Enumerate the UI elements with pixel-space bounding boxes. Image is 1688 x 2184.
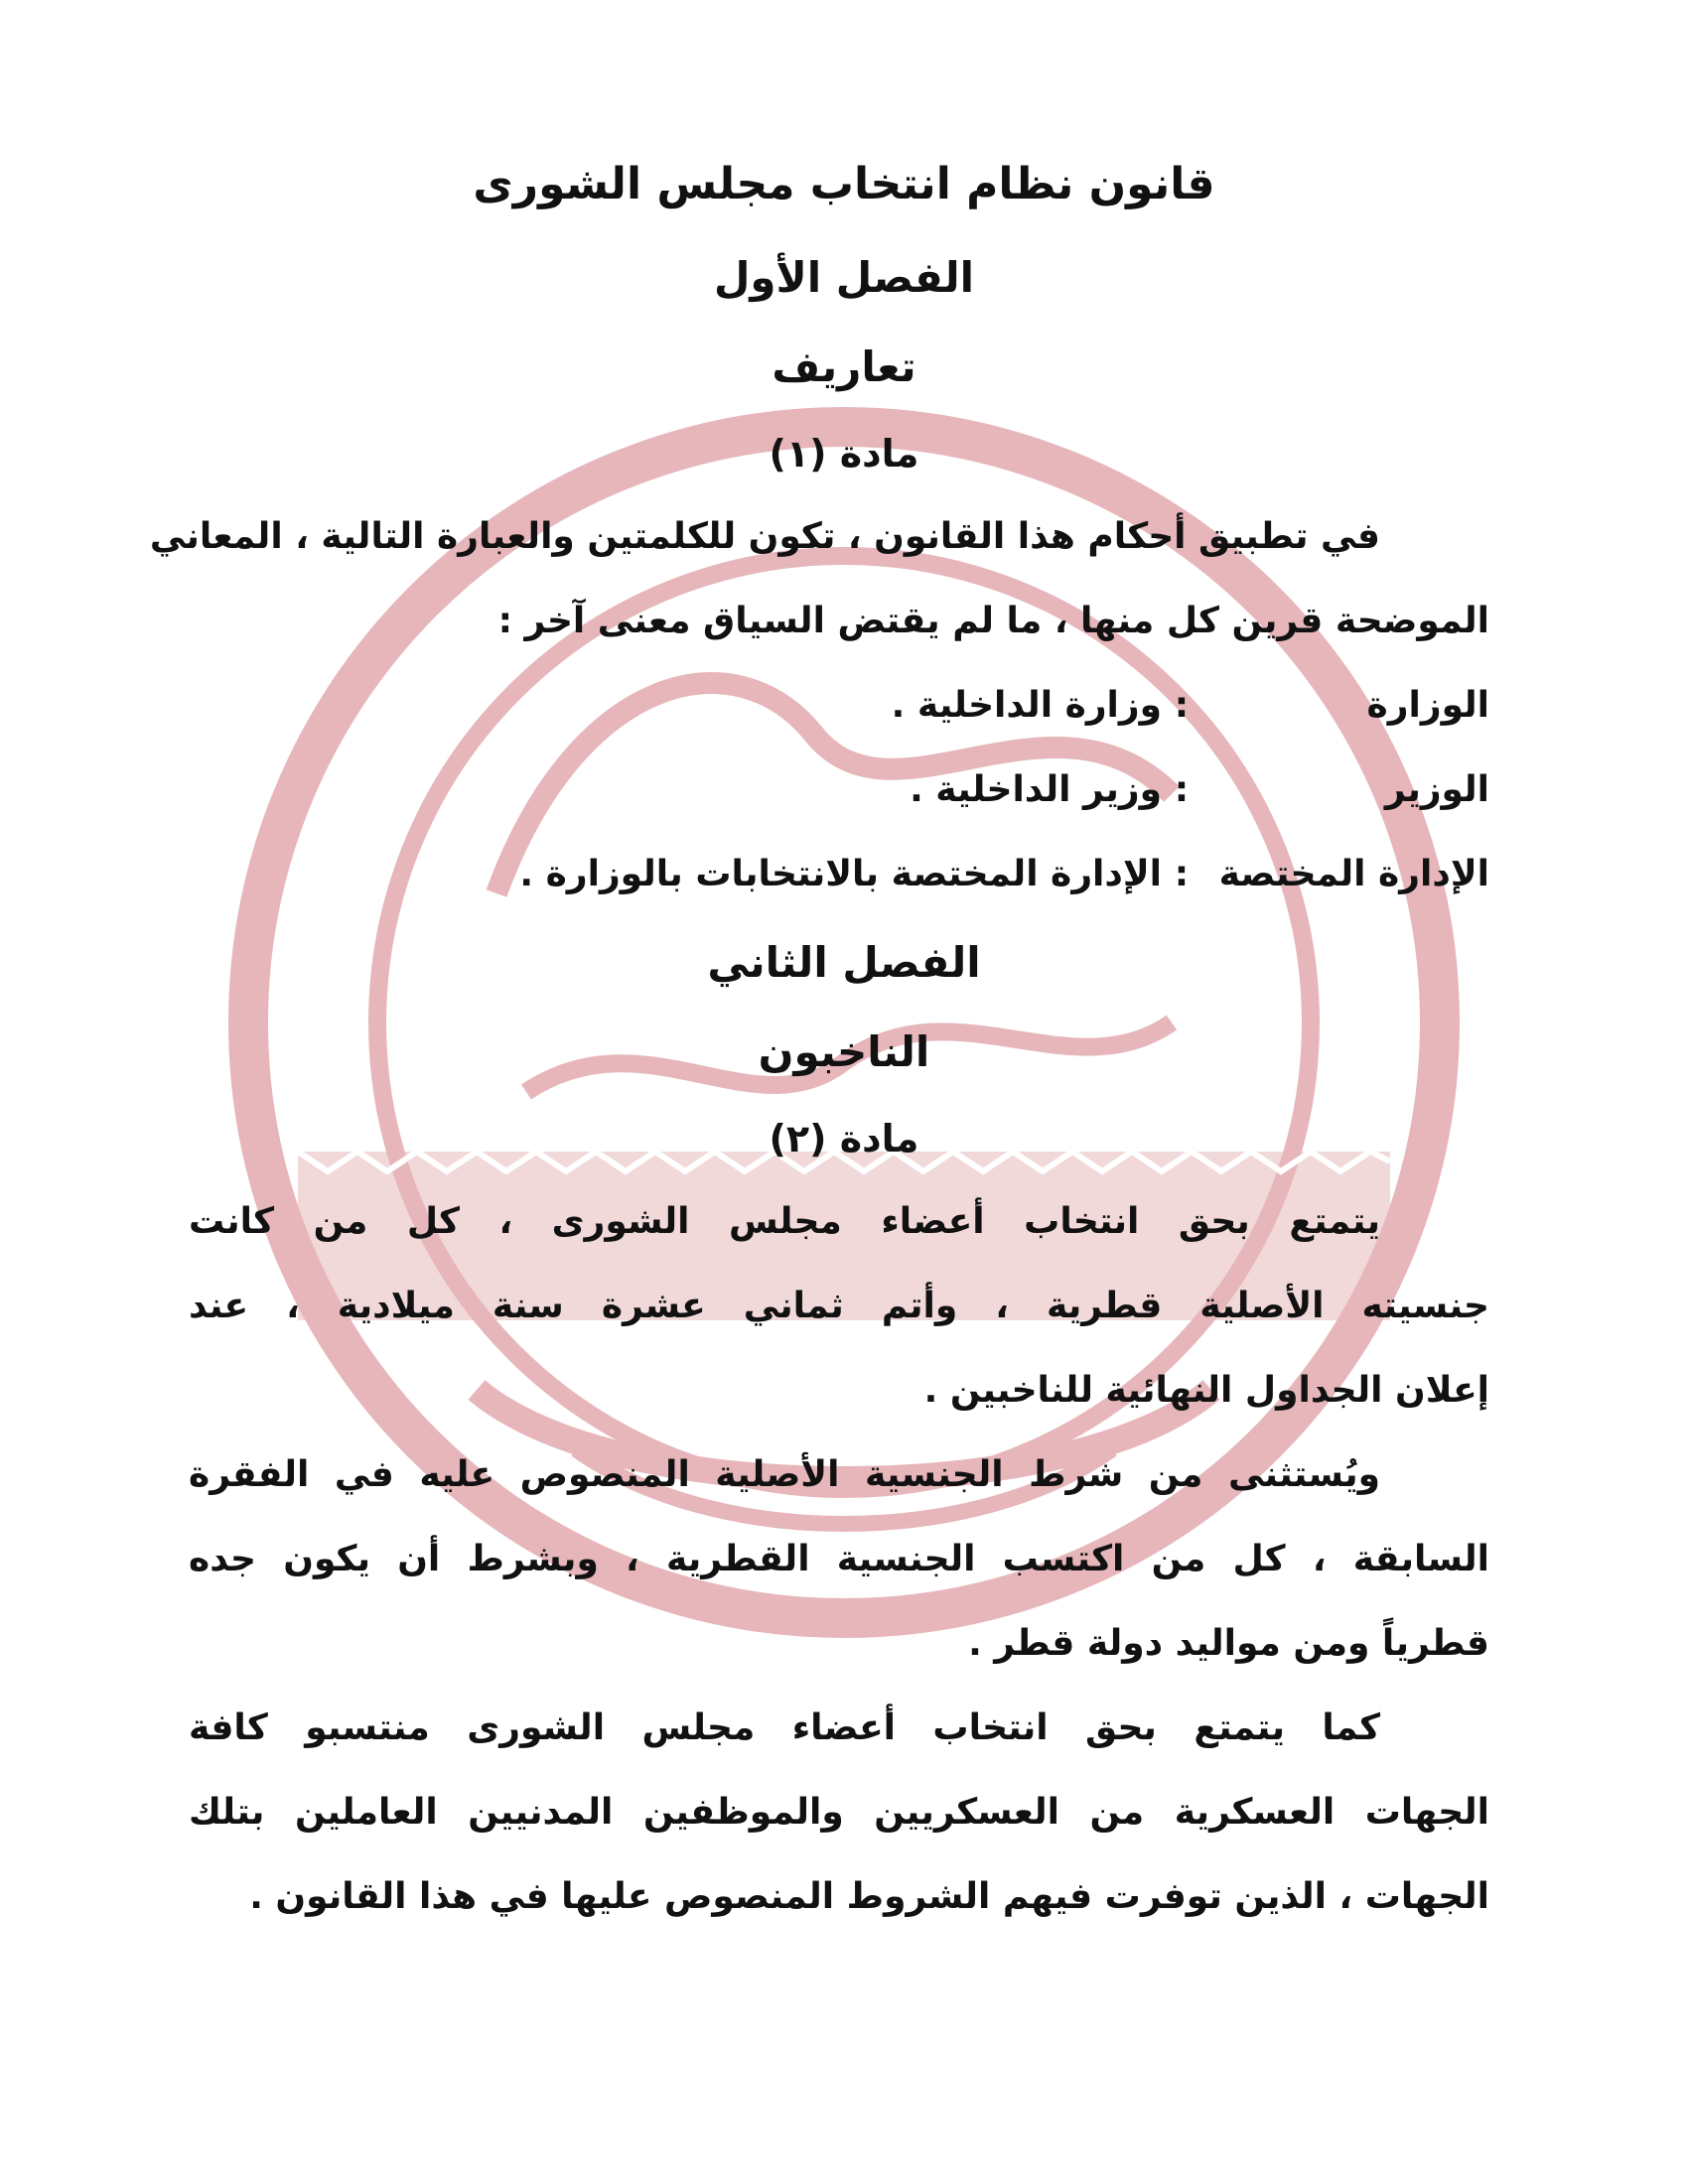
article-1-paragraph-line: في تطبيق أحكام هذا القانون ، تكون للكلمتين والعبارة التالية ، المعاني xyxy=(149,516,1380,557)
article-2-paragraph-line: الجهات العسكرية من العسكريين والموظفين المدنيين العاملين بتلك xyxy=(189,1792,1489,1833)
article-2-paragraph-line: كما يتمتع بحق انتخاب أعضاء مجلس الشورى منتسبو كافة xyxy=(189,1707,1380,1748)
article-1-paragraph-line: الموضحة قرين كل منها ، ما لم يقتض السياق معنى آخر : xyxy=(497,601,1489,641)
definition-term: الوزير xyxy=(1384,769,1489,810)
article-2-paragraph-line: الجهات ، الذين توفرت فيهم الشروط المنصوص عليها في هذا القانون . xyxy=(249,1876,1489,1917)
definition-value: وزارة الداخلية . xyxy=(891,685,1162,726)
definition-row xyxy=(892,685,1489,726)
chapter-2-subheading: الناخبون xyxy=(758,1027,930,1076)
definition-row xyxy=(519,854,1489,894)
article-2-paragraph-line: يتمتع بحق انتخاب أعضاء مجلس الشورى ، كل من كانت xyxy=(189,1201,1380,1242)
definition-colon: : xyxy=(1174,769,1190,810)
definition-term: الإدارة المختصة xyxy=(1218,854,1489,894)
article-1-label: مادة (١) xyxy=(769,432,919,476)
definition-colon: : xyxy=(1174,854,1190,894)
document-title: قانون نظام انتخاب مجلس الشورى xyxy=(473,159,1215,209)
definition-row xyxy=(910,769,1489,810)
definition-value: وزير الداخلية . xyxy=(910,769,1162,810)
article-2-paragraph-line: إعلان الجداول النهائية للناخبين . xyxy=(923,1370,1489,1411)
article-2-paragraph-line: ويُستثنى من شرط الجنسية الأصلية المنصوص عليه في الفقرة xyxy=(189,1454,1380,1495)
article-2-label: مادة (٢) xyxy=(769,1117,919,1160)
definition-value: الإدارة المختصة بالانتخابات بالوزارة . xyxy=(519,854,1162,894)
article-2-paragraph-line: السابقة ، كل من اكتسب الجنسية القطرية ، وبشرط أن يكون جده xyxy=(189,1539,1489,1579)
article-2-paragraph-line: جنسيته الأصلية قطرية ، وأتم ثماني عشرة سنة ميلادية ، عند xyxy=(189,1286,1489,1326)
chapter-2-heading: الفصل الثاني xyxy=(707,938,981,987)
definition-colon: : xyxy=(1174,685,1190,726)
article-2-paragraph-line: قطرياً ومن مواليد دولة قطر . xyxy=(968,1623,1489,1664)
definition-term: الوزارة xyxy=(1366,685,1489,726)
chapter-1-subheading: تعاريف xyxy=(772,342,916,391)
chapter-1-heading: الفصل الأول xyxy=(713,253,975,302)
